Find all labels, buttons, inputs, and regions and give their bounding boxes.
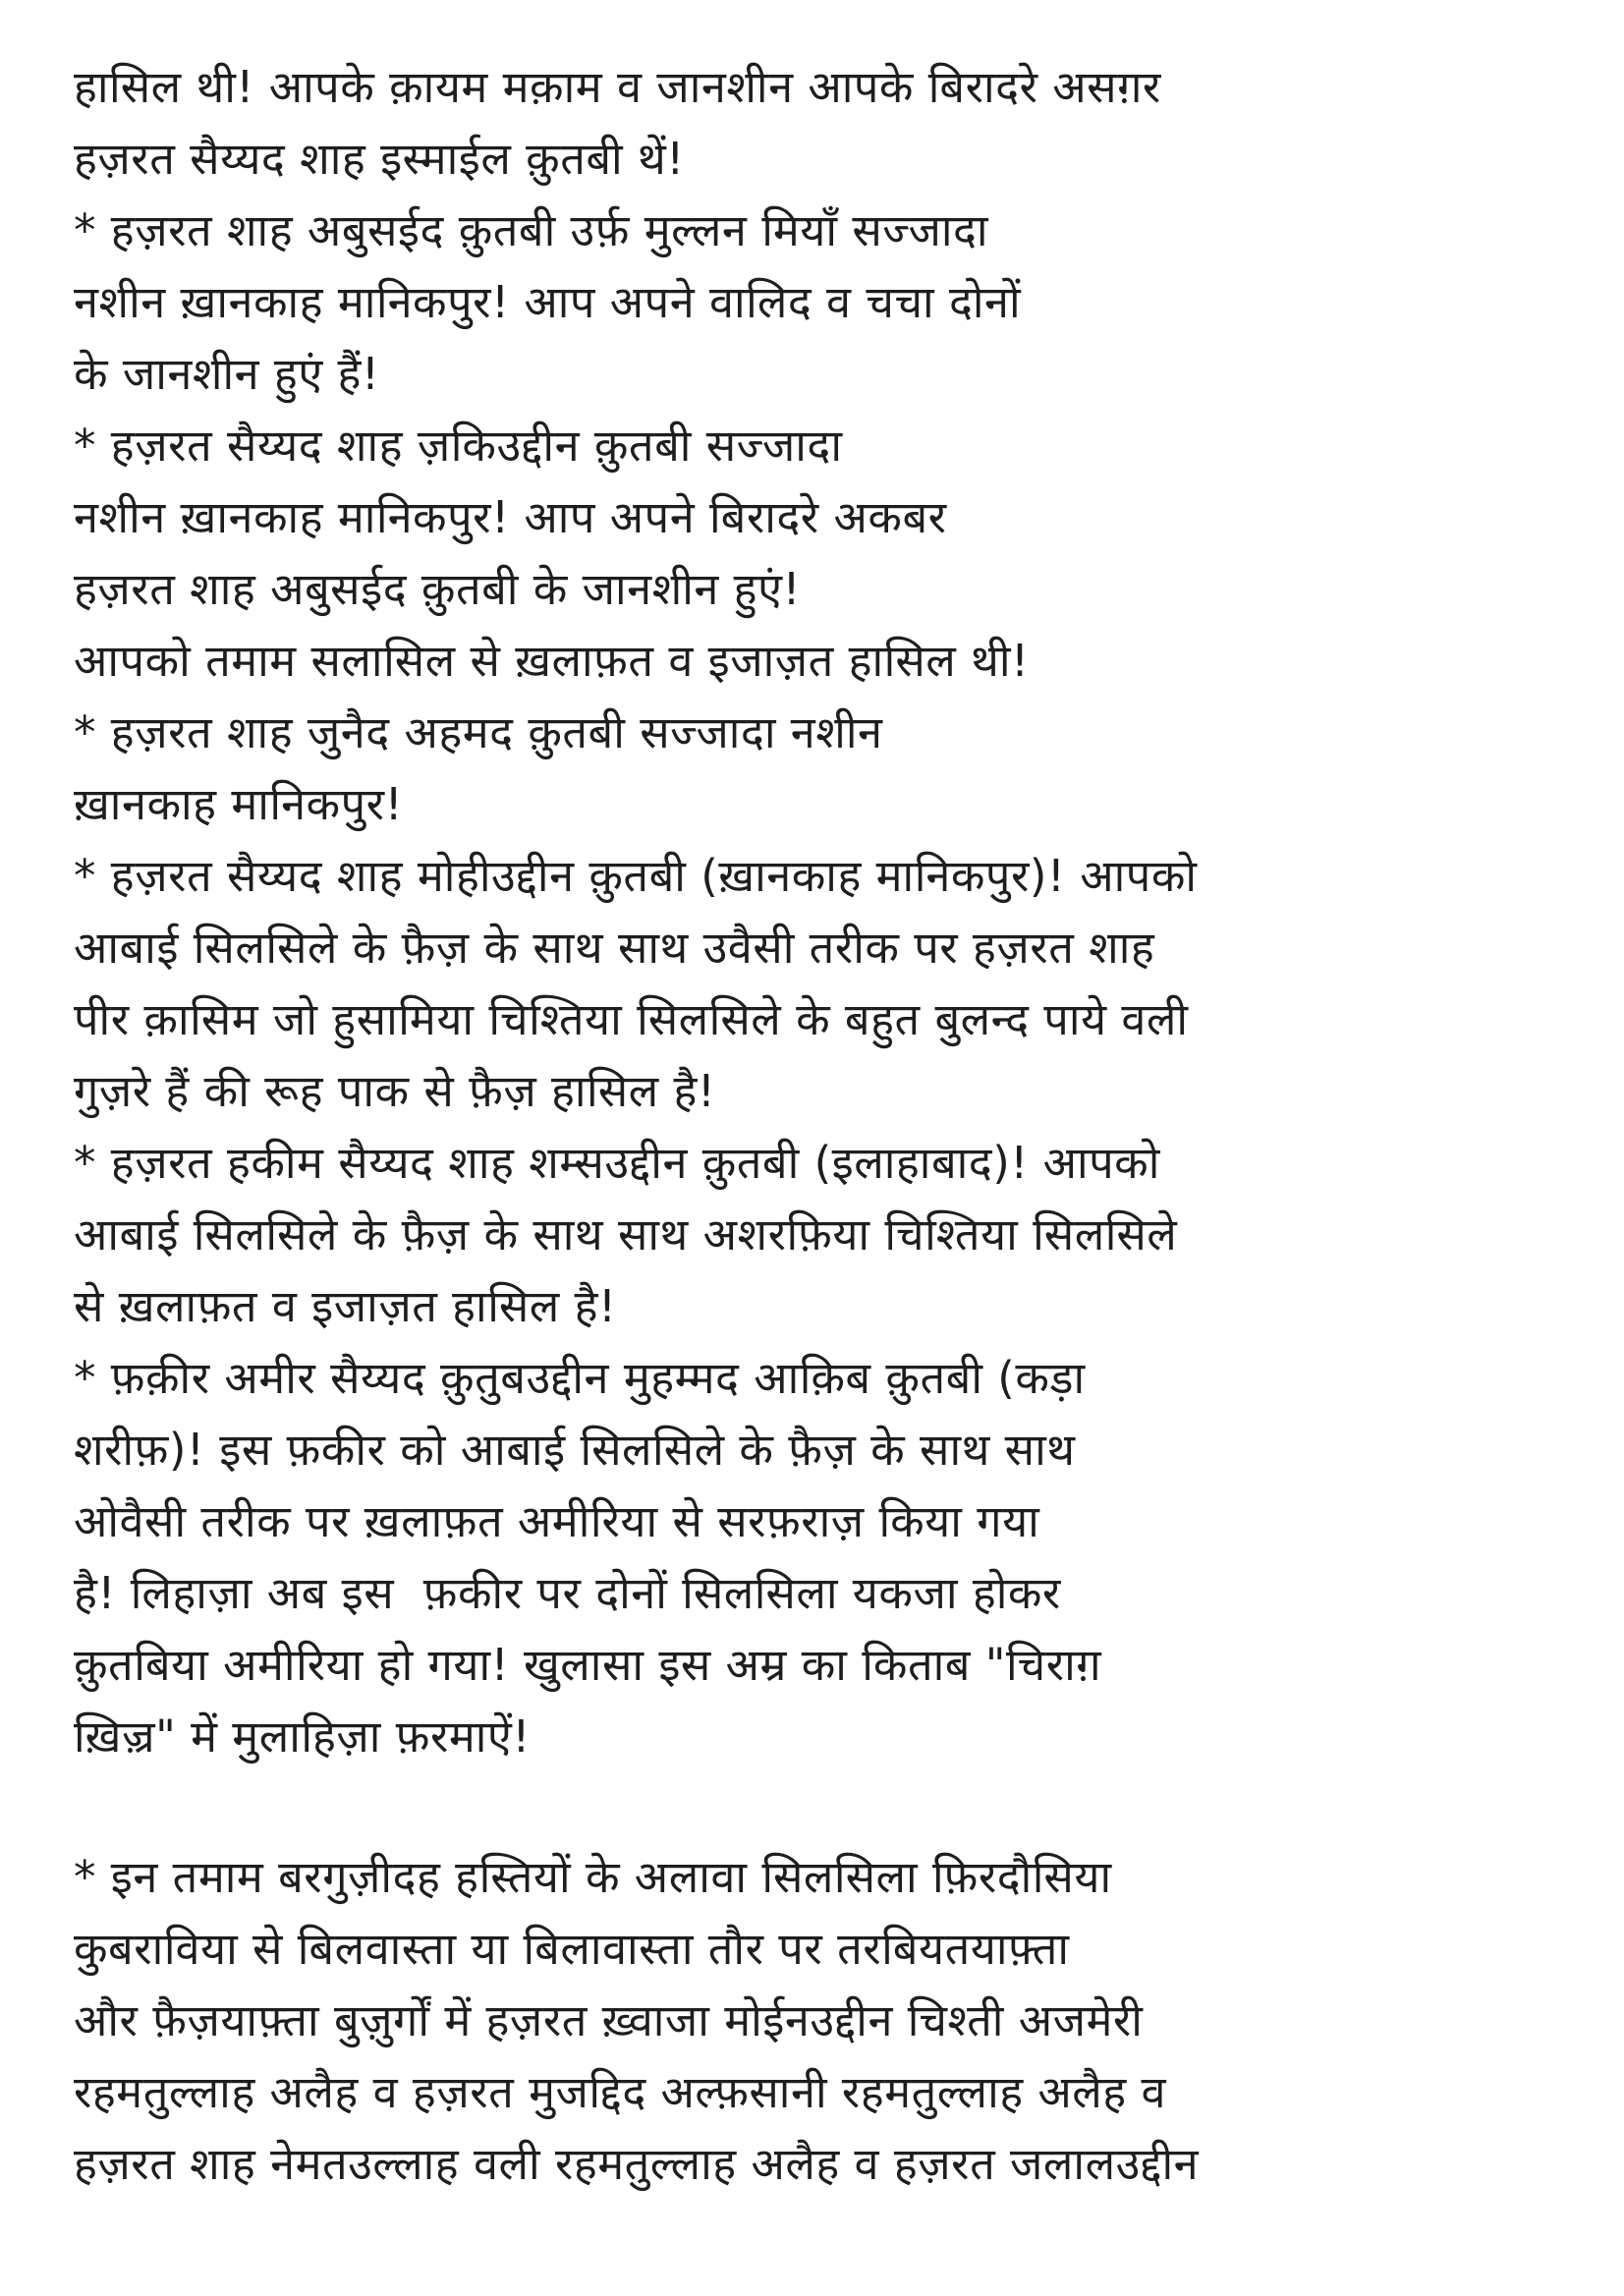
- text-line: ओवैसी तरीक पर ख़लाफ़त अमीरिया से सरफ़राज़ किया गया: [74, 1495, 1040, 1547]
- paragraph-2: [74, 1841, 1565, 2200]
- text-line: शरीफ़)! इस फ़कीर को आबाई सिलसिले के फ़ैज़ के साथ साथ: [74, 1424, 1076, 1476]
- text-line: हज़रत शाह नेमतउल्लाह वली रहमतुल्लाह अलैह व हज़रत जलालउद्दीन: [74, 2138, 1200, 2190]
- text-line: है! लिहाज़ा अब इस फ़कीर पर दोनों सिलसिला यकजा होकर: [74, 1567, 1061, 1619]
- text-line: हासिल थी! आपके क़ायम मक़ाम व जानशीन आपके बिरादरे असग़र: [74, 61, 1161, 113]
- text-line: हज़रत शाह अबुसईद क़ुतबी के जानशीन हुएं!: [74, 563, 801, 615]
- text-line: नशीन ख़ानकाह मानिकपुर! आप अपने वालिद व चचा दोनों: [74, 276, 1022, 328]
- text-line: * हज़रत शाह जुनैद अहमद क़ुतबी सज्जादा नशीन: [74, 706, 883, 758]
- text-line: आबाई सिलसिले के फ़ैज़ के साथ साथ उवैसी तरीक पर हज़रत शाह: [74, 922, 1155, 974]
- text-line: से ख़लाफ़त व इजाज़त हासिल है!: [74, 1280, 617, 1332]
- text-line: पीर क़ासिम जो हुसामिया चिश्तिया सिलसिले के बहुत बुलन्द पाये वली: [74, 993, 1189, 1045]
- text-line: कुबराविया से बिलवास्ता या बिलावास्ता तौर पर तरबियतयाफ़्ता: [74, 1923, 1070, 1975]
- text-line: ख़िज़्र" में मुलाहिज़ा फ़रमाऐं!: [74, 1710, 531, 1763]
- text-line: * हज़रत सैय्यद शाह ज़किउद्दीन क़ुतबी सज्जादा: [74, 420, 843, 472]
- text-line: * फ़क़ीर अमीर सैय्यद क़ुतुबउद्दीन मुहम्मद आक़िब क़ुतबी (कड़ा: [74, 1352, 1086, 1404]
- text-line: ख़ानकाह मानिकपुर!: [74, 778, 404, 830]
- text-line: आबाई सिलसिले के फ़ैज़ के साथ साथ अशरफ़िया चिश्तिया सिलसिले: [74, 1208, 1178, 1260]
- text-line: क़ुतबिया अमीरिया हो गया! खुलासा इस अम्र का किताब "चिराग़: [74, 1639, 1102, 1691]
- text-line: * हज़रत शाह अबुसईद क़ुतबी उर्फ़ मुल्लन मियाँ सज्जादा: [74, 204, 989, 256]
- text-line: * इन तमाम बरगुज़ीदह हस्तियों के अलावा सिलसिला फ़िरदौसिया: [74, 1851, 1112, 1903]
- text-line: गुज़रे हैं की रूह पाक से फ़ैज़ हासिल है!: [74, 1065, 716, 1117]
- text-line: आपको तमाम सलासिल से ख़लाफ़त व इजाज़त हासिल थी!: [74, 635, 1030, 687]
- text-line: हज़रत सैय्यद शाह इस्माईल क़ुतबी थें!: [74, 133, 685, 185]
- paragraph-1: [74, 51, 1565, 1772]
- text-line: और फ़ैज़याफ़्ता बुज़ुर्गों में हज़रत ख़्वाजा मोईनउद्दीन चिश्ती अजमेरी: [74, 1994, 1144, 2046]
- text-line: * हज़रत सैय्यद शाह मोहीउद्दीन क़ुतबी (ख़ानकाह मानिकपुर)! आपको: [74, 850, 1198, 902]
- text-line: * हज़रत हकीम सैय्यद शाह शम्सउद्दीन क़ुतबी (इलाहाबाद)! आपको: [74, 1137, 1160, 1189]
- text-line: रहमतुल्लाह अलैह व हज़रत मुजद्दिद अल्फ़सानी रहमतुल्लाह अलैह व: [74, 2066, 1167, 2118]
- text-line: के जानशीन हुएं हैं!: [74, 348, 380, 400]
- text-line: नशीन ख़ानकाह मानिकपुर! आप अपने बिरादरे अकबर: [74, 491, 947, 543]
